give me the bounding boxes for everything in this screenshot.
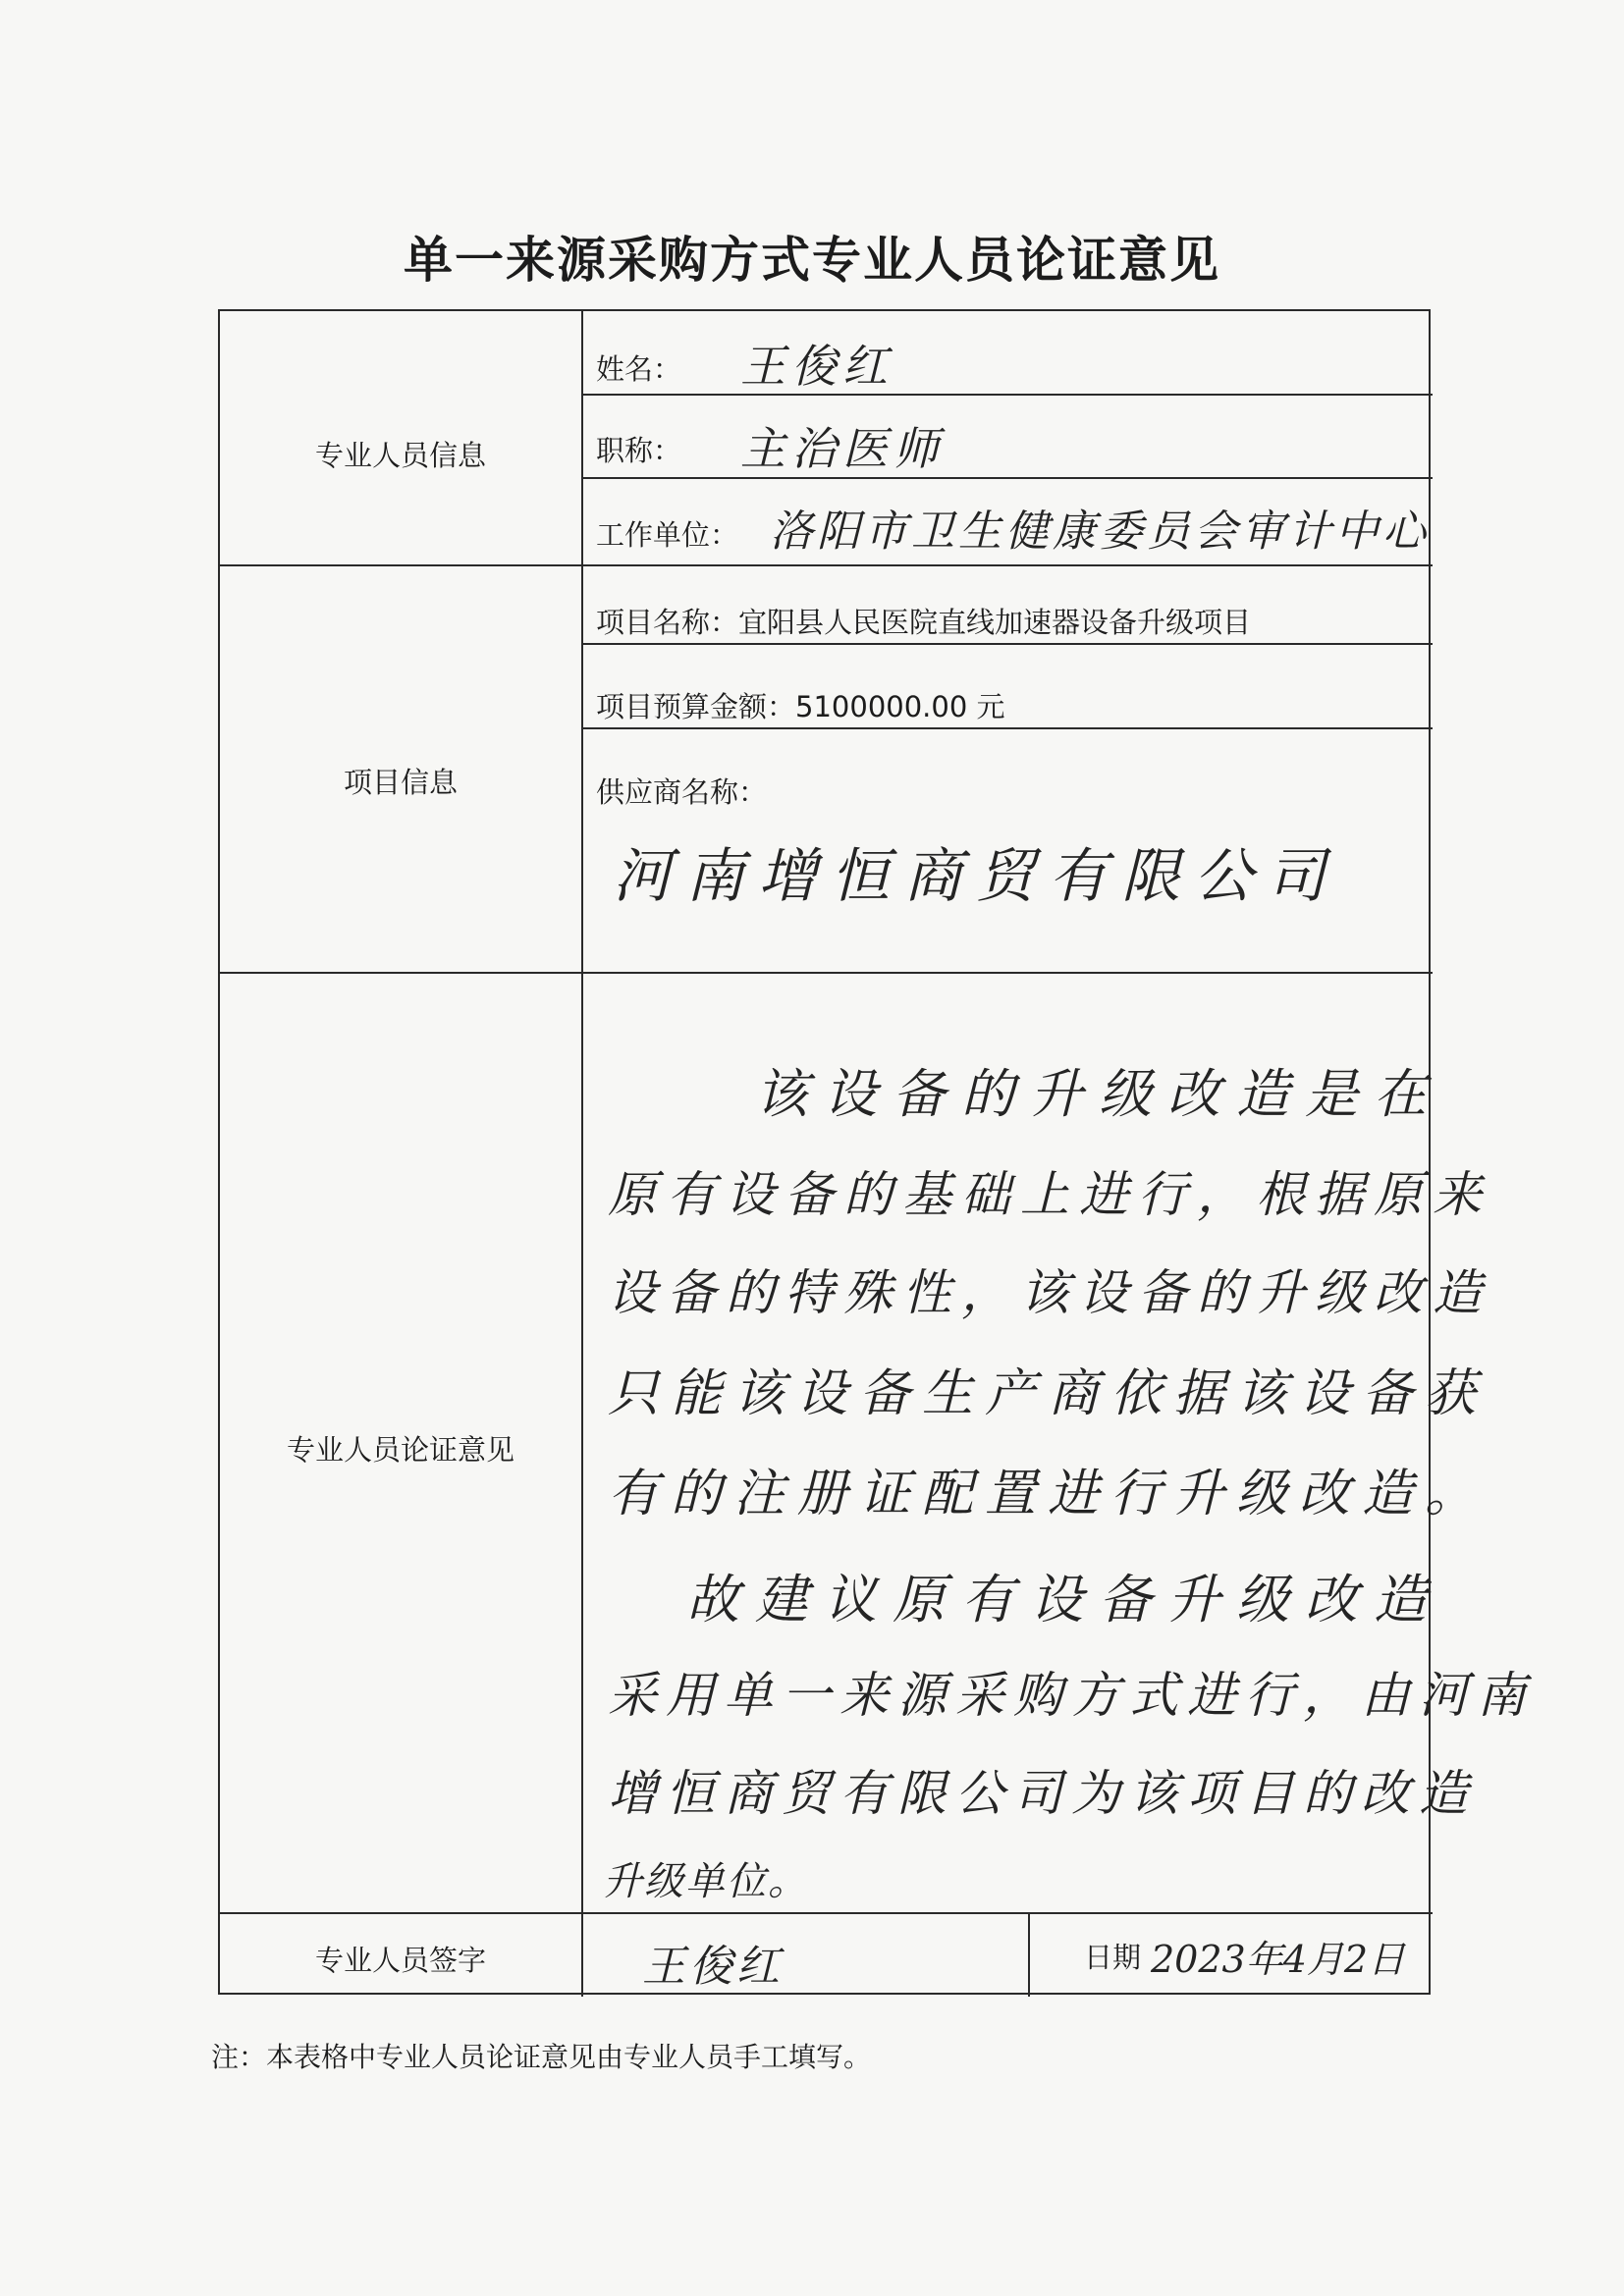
argumentation-form — [218, 309, 1535, 1995]
opinion-line: 升级单位。 — [603, 1859, 809, 1904]
title-value: 主治医师 — [740, 422, 945, 475]
budget-field — [596, 685, 1005, 725]
opinion-line: 采用单一来源采购方式进行，由河南 — [608, 1667, 1535, 1724]
title-field — [596, 429, 681, 469]
project-name-field — [596, 601, 1251, 641]
employer-label: 工作单位： — [596, 518, 739, 552]
signature-label: 专业人员签字 — [314, 1944, 486, 1977]
project-name-value: 宜阳县人民医院直线加速器设备升级项目 — [738, 606, 1252, 639]
budget-value: 5100000.00 元 — [795, 690, 1005, 723]
section-divider — [220, 1912, 1433, 1914]
document-title: 单一来源采购方式专业人员论证意见 — [404, 232, 1220, 289]
row-divider — [581, 477, 1433, 479]
opinion-line: 原有设备的基础上进行，根据原来 — [608, 1166, 1491, 1223]
opinion-line: 增恒商贸有限公司为该项目的改造 — [608, 1765, 1477, 1822]
opinion-line: 只能该设备生产商依据该设备获 — [608, 1364, 1489, 1423]
section-divider — [220, 972, 1433, 974]
opinion-line: 有的注册证配置进行升级改造。 — [608, 1465, 1489, 1523]
supplier-label: 供应商名称： — [596, 775, 768, 809]
supplier-field — [596, 771, 767, 811]
project-name-label: 项目名称： — [596, 606, 739, 639]
title-label: 职称： — [596, 434, 682, 467]
expert-info-label: 专业人员信息 — [314, 439, 486, 472]
section-divider — [220, 564, 1433, 566]
opinion-line: 设备的特殊性，该设备的升级改造 — [608, 1264, 1491, 1321]
employer-value: 洛阳市卫生健康委员会审计中心 — [770, 507, 1430, 557]
supplier-value: 河南增恒商贸有限公司 — [613, 842, 1339, 911]
name-label: 姓名： — [596, 352, 682, 386]
opinion-line: 故建议原有设备升级改造 — [686, 1569, 1442, 1630]
row-divider — [581, 394, 1433, 396]
date-label: 日期 — [1084, 1941, 1142, 1974]
name-value: 王俊红 — [740, 340, 893, 393]
row-divider — [581, 727, 1433, 729]
budget-label: 项目预算金额： — [596, 690, 796, 723]
project-info-label: 项目信息 — [343, 766, 458, 799]
row-divider — [581, 643, 1433, 645]
employer-field — [596, 513, 738, 554]
opinion-line: 该设备的升级改造是在 — [755, 1063, 1442, 1125]
date-field — [1084, 1936, 1141, 1976]
date-divider — [1028, 1912, 1030, 1997]
date-value: 2023年4月2日 — [1151, 1938, 1406, 1981]
name-field — [596, 347, 681, 388]
footnote: 注：本表格中专业人员论证意见由专业人员手工填写。 — [211, 2041, 872, 2073]
opinion-label: 专业人员论证意见 — [286, 1433, 514, 1467]
signature-value: 王俊红 — [642, 1942, 784, 1992]
